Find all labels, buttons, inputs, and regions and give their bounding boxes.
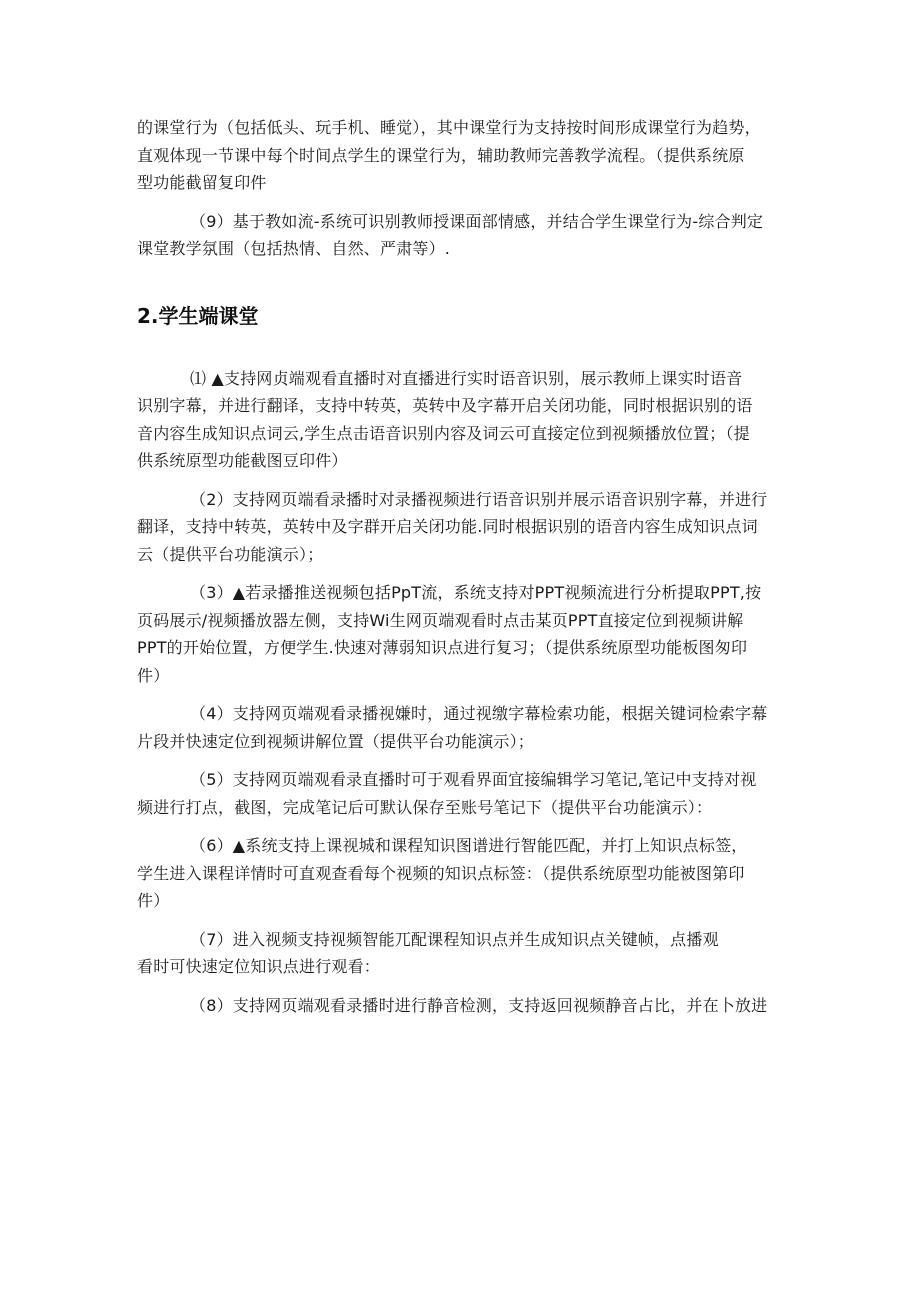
paragraph-item-9 [137,208,789,263]
text-line: 云（提供平台功能演示）； [137,544,324,564]
text-line: 型功能截留复印件 [137,173,267,192]
text-line: 直观体现一节课中每个时间点学生的课堂行为，辅助教师完善教学流程。（提供系统原 [137,145,745,165]
text-line: 音内容生成知识点词云,学生点击语音识别内容及词云可直接定位到视频播放位置；（提 [137,423,750,443]
text-line: ⑴ ▲支持网贞端观看直播时对直播进行实时语音识别，展示教师上课实时语音 [190,368,743,388]
text-line: 页码展示/视频播放器左侧，支持Wi生网页端观看时点击某页PPT直接定位到视频讲解 [137,610,744,630]
text-line: 件） [137,665,170,685]
paragraph-item-6 [137,832,789,915]
text-line: （7）进入视频支持视频智能兀配课程知识点并生成知识点关键帧，点播观 [190,929,719,949]
text-line: （4）支持网页端观看录播视嫌时，通过视缴字幕检索功能，根据关键词检索字幕 [190,704,768,723]
text-line: 学生进入课程详情时可直观查看每个视频的知识点标签：（提供系统原型功能被图第印 [137,863,745,883]
paragraph-item-5 [137,766,789,821]
text-line: （2）支持网页端看录播时对录播视频进行语音识别并展示语音识别字幕，并进行 [190,489,768,509]
paragraph-item-7 [137,926,789,981]
text-line: PPT的开始位置，方便学生.快速对薄弱知识点进行复习；（提供系统原型功能板图匆印 [137,638,748,657]
text-line: （9）基于教如流-系统可识别教师授课面部情感，并结合学生课堂行为-综合判定 [190,211,764,231]
text-line: （8）支持网页端观看录播时进行静音检测，支持返回视频静音占比，并在卜放进 [190,995,768,1015]
document-body [137,114,789,1019]
paragraph-item-4 [137,700,789,755]
paragraph-item-8 [137,992,789,1020]
text-line: （3）▲若录播推送视频包括PpT流，系统支持对PPT视频流进行分析提取PPT,按 [190,583,762,602]
paragraph-item-3 [137,579,789,689]
text-line: （6）▲系统支持上课视城和课程知识图谱进行智能匹配，并打上知识点标签， [190,836,748,855]
text-line: 片段并快速定位到视频讲解位置（提供平台功能演示）； [137,731,535,751]
text-line: 看时可快速定位知识点进行观看： [137,957,381,976]
text-line: 课堂教学氛围（包括热情、自然、严肃等）. [137,239,451,258]
section-heading: 2.学生端课堂 [137,303,259,328]
text-line: 供系统原型功能截图豆印件） [137,451,348,470]
paragraph-item-1 [137,365,789,475]
text-line: 识别字幕，并进行翻译，支持中转英，英转中及字幕开启关闭功能，同时根据识别的语 [137,396,753,415]
paragraph-intro [137,114,789,197]
paragraph-item-2 [137,486,789,569]
text-line: 的课堂行为（包括低头、玩手机、睡觉），其中课堂行为支持按时间形成课堂行为趋势， [137,118,761,137]
text-line: （5）支持网页端观看录直播时可于观看界面宜接编辑学习笔记,笔记中支持对视 [190,770,757,789]
text-line: 频进行打点，截图，完成笔记后可默认保存至账号笔记下（提供平台功能演示）： [137,797,713,817]
text-line: 件） [137,891,170,910]
text-line: 翻译，支持中转英，英转中及字群开启关闭功能.同时根据识别的语音内容生成知识点词 [137,517,758,536]
